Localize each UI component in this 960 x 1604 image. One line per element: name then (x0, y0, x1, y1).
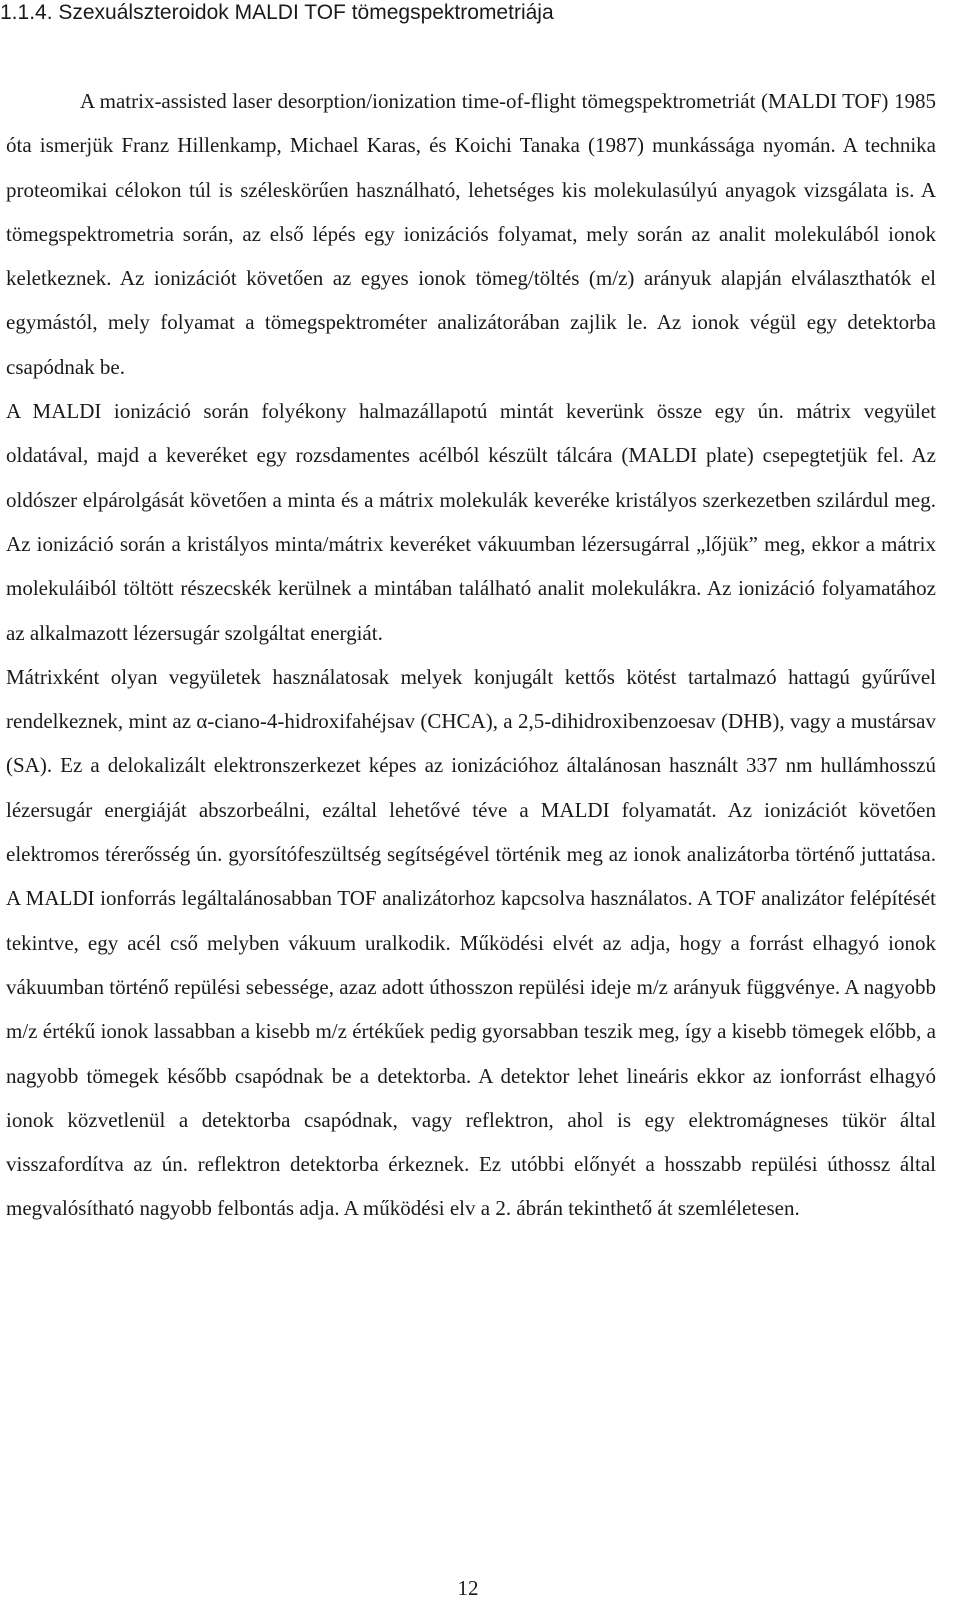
paragraph-maldi-ionization: A MALDI ionizáció során folyékony halmazállapotú mintát keverünk össze egy ún. mátrix vegyület oldatával, majd a keveréket egy rozsdamentes acélból készült tálcára (MALDI plate) csepegtetjük fel. Az oldószer elpárolgását követően a minta és a mátrix molekulák keveréke kristályos szerkezetben szilárdul meg. Az ionizáció során a kristályos minta/mátrix keveréket vákuumban lézersugárral „lőjük” meg, ekkor a mátrix molekuláiból töltött részecskék kerülnek a mintában található analit molekulákra. Az ionizáció folyamatához az alkalmazott lézersugár szolgáltat energiát. (6, 399, 936, 645)
page-number: 12 (457, 1576, 479, 1600)
paragraph-maldi-intro: A matrix-assisted laser desorption/ionization time-of-flight tömegspektrometriát (MALDI TOF) 1985 óta ismerjük Franz Hillenkamp, Michael Karas, és Koichi Tanaka (1987) munkássága nyomán. A technika proteomikai célokon túl is széleskörűen használható, lehetséges kis molekulasúlyú anyagok vizsgálata is. A tömegspektrometria során, az első lépés egy ionizációs folyamat, mely során az analit molekulából ionok keletkeznek. Az ionizációt követően az egyes ionok tömeg/töltés (m/z) arányuk alapján elválaszthatók el egymástól, mely folyamat a tömegspektrométer analizátorában zajlik le. Az ionok végül egy detektorba csapódnak be. (6, 89, 936, 379)
section-heading: 1.1.4. Szexuálszteroidok MALDI TOF tömegspektrometriája (0, 1, 554, 24)
paragraph-matrix-and-tof: Mátrixként olyan vegyületek használatosak melyek konjugált kettős kötést tartalmazó hattagú gyűrűvel rendelkeznek, mint az α-ciano-4-hidroxifahéjsav (CHCA), a 2,5-dihidroxibenzoesav (DHB), vagy a mustársav (SA). Ez a delokalizált elektronszerkezet képes az ionizációhoz általánosan használt 337 nm hullámhosszú lézersugár energiáját abszorbeálni, ezáltal lehetővé téve a MALDI folyamatát. Az ionizációt követően elektromos térerősség ún. gyorsítófeszültség segítségével történik meg az ionok analizátorba történő juttatása. A MALDI ionforrás legáltalánosabban TOF analizátorhoz kapcsolva használatos. A TOF analizátor felépítését tekintve, egy acél cső melyben vákuum uralkodik. Működési elvét az adja, hogy a forrást elhagyó ionok vákuumban történő repülési sebessége, azaz adott úthosszon repülési ideje m/z arányuk függvénye. A nagyobb m/z értékű ionok lassabban a kisebb m/z értékűek pedig gyorsabban teszik meg, így a kisebb tömegek előbb, a nagyobb tömegek később csapódnak be a detektorba. A detektor lehet lineáris ekkor az ionforrást elhagyó ionok közvetlenül a detektorba csapódnak, vagy reflektron, ahol is egy elektromágneses tükör által visszafordítva az ún. reflektron detektorba érkeznek. Ez utóbbi előnyét a hosszabb repülési úthossz által megvalósítható nagyobb felbontás adja. A működési elv a 2. ábrán tekinthető át szemléletesen. (6, 664, 936, 1221)
document-body (6, 79, 936, 1231)
